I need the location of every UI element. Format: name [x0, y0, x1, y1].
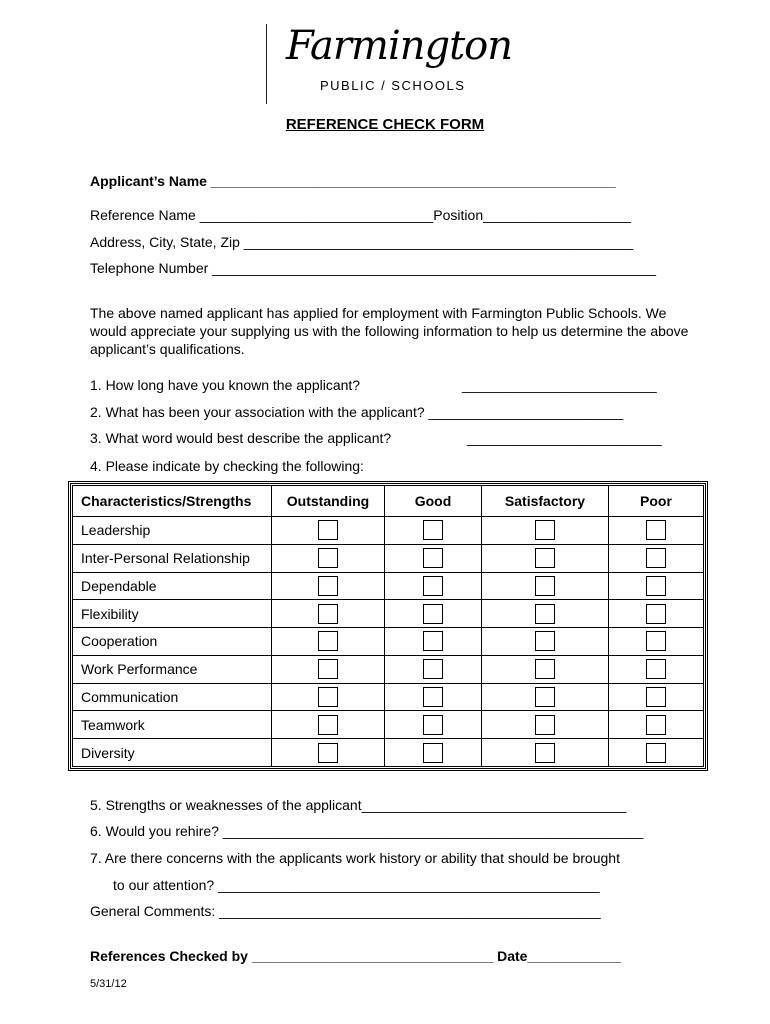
table-row: [73, 684, 703, 712]
checkbox-satisfactory[interactable]: [535, 659, 555, 679]
checkbox-poor[interactable]: [646, 631, 666, 651]
table-row: [73, 600, 703, 628]
table-row: [73, 739, 703, 766]
checkbox-outstanding[interactable]: [318, 576, 338, 596]
question-1: 1. How long have you known the applicant?: [90, 377, 361, 393]
checkbox-poor[interactable]: [646, 576, 666, 596]
intro-paragraph: The above named applicant has applied for employment with Farmington Public Schools. We would appreciate your supplying us with the following information to help us determine the above applicant’s qualifications.: [90, 305, 689, 357]
checkbox-outstanding[interactable]: [318, 520, 338, 540]
checkbox-satisfactory[interactable]: [535, 548, 555, 568]
table-row: [73, 711, 703, 739]
checkbox-good[interactable]: [423, 520, 443, 540]
checkbox-satisfactory[interactable]: [535, 631, 555, 651]
checkbox-poor[interactable]: [646, 520, 666, 540]
row-label: Teamwork: [73, 711, 272, 739]
row-label: Cooperation: [73, 628, 272, 656]
checkbox-good[interactable]: [423, 631, 443, 651]
reference-name-field[interactable]: Reference Name ______________________________Position___________________: [90, 207, 632, 223]
address-field[interactable]: Address, City, State, Zip __________________________________________________: [90, 234, 634, 250]
logo-divider: [266, 24, 267, 104]
checkbox-poor[interactable]: [646, 715, 666, 735]
question-7-answer[interactable]: to our attention? _________________________________________________: [113, 877, 600, 893]
logo-script-text: Farmington: [286, 23, 513, 69]
question-5[interactable]: 5. Strengths or weaknesses of the applicant__________________________________: [90, 797, 627, 813]
question-4: 4. Please indicate by checking the following:: [90, 458, 364, 474]
checkbox-outstanding[interactable]: [318, 604, 338, 624]
table-row: [73, 573, 703, 601]
row-label: Work Performance: [73, 656, 272, 684]
row-label: Leadership: [73, 517, 272, 545]
checkbox-poor[interactable]: [646, 604, 666, 624]
question-3: 3. What word would best describe the applicant?: [90, 430, 392, 446]
checkbox-good[interactable]: [423, 659, 443, 679]
question-3-answer[interactable]: _________________________: [467, 430, 662, 446]
table-row: [73, 517, 703, 545]
checkbox-good[interactable]: [423, 743, 443, 763]
form-date-code: 5/31/12: [90, 978, 127, 990]
header-characteristics: Characteristics/Strengths: [73, 486, 272, 517]
page-title: REFERENCE CHECK FORM: [285, 116, 485, 133]
rating-table: [70, 483, 706, 769]
checkbox-satisfactory[interactable]: [535, 576, 555, 596]
checkbox-good[interactable]: [423, 687, 443, 707]
table-row: [73, 656, 703, 684]
checkbox-good[interactable]: [423, 715, 443, 735]
checkbox-outstanding[interactable]: [318, 715, 338, 735]
checkbox-outstanding[interactable]: [318, 687, 338, 707]
applicant-name-field[interactable]: Applicant’s Name ____________________________________________________: [90, 173, 616, 189]
table-row: [73, 545, 703, 573]
question-7: 7. Are there concerns with the applicants work history or ability that should be brought: [90, 850, 620, 866]
checkbox-poor[interactable]: [646, 743, 666, 763]
checkbox-outstanding[interactable]: [318, 659, 338, 679]
row-label: Flexibility: [73, 600, 272, 628]
checkbox-satisfactory[interactable]: [535, 604, 555, 624]
header-outstanding: Outstanding: [272, 486, 385, 517]
checkbox-outstanding[interactable]: [318, 743, 338, 763]
header-poor: Poor: [609, 486, 703, 517]
row-label: Communication: [73, 684, 272, 712]
row-label: Diversity: [73, 739, 272, 766]
checkbox-good[interactable]: [423, 576, 443, 596]
question-2[interactable]: 2. What has been your association with the applicant? _________________________: [90, 404, 624, 420]
checkbox-satisfactory[interactable]: [535, 743, 555, 763]
checkbox-poor[interactable]: [646, 687, 666, 707]
row-label: Dependable: [73, 573, 272, 601]
checkbox-satisfactory[interactable]: [535, 715, 555, 735]
logo-subtitle: PUBLIC / SCHOOLS: [320, 78, 466, 93]
header-satisfactory: Satisfactory: [482, 486, 609, 517]
checkbox-poor[interactable]: [646, 548, 666, 568]
checkbox-satisfactory[interactable]: [535, 520, 555, 540]
checkbox-good[interactable]: [423, 548, 443, 568]
question-1-answer[interactable]: _________________________: [462, 377, 657, 393]
district-logo: [264, 22, 513, 104]
references-checked-by-field[interactable]: References Checked by _______________________________ Date____________: [90, 948, 621, 964]
row-label: Inter-Personal Relationship: [73, 545, 272, 573]
table-header-row: [73, 486, 703, 517]
checkbox-outstanding[interactable]: [318, 631, 338, 651]
header-good: Good: [385, 486, 482, 517]
telephone-field[interactable]: Telephone Number _________________________________________________________: [90, 260, 656, 276]
checkbox-satisfactory[interactable]: [535, 687, 555, 707]
checkbox-outstanding[interactable]: [318, 548, 338, 568]
checkbox-good[interactable]: [423, 604, 443, 624]
question-6[interactable]: 6. Would you rehire? ______________________________________________________: [90, 823, 644, 839]
general-comments-field[interactable]: General Comments: _________________________________________________: [90, 903, 601, 919]
table-row: [73, 628, 703, 656]
checkbox-poor[interactable]: [646, 659, 666, 679]
